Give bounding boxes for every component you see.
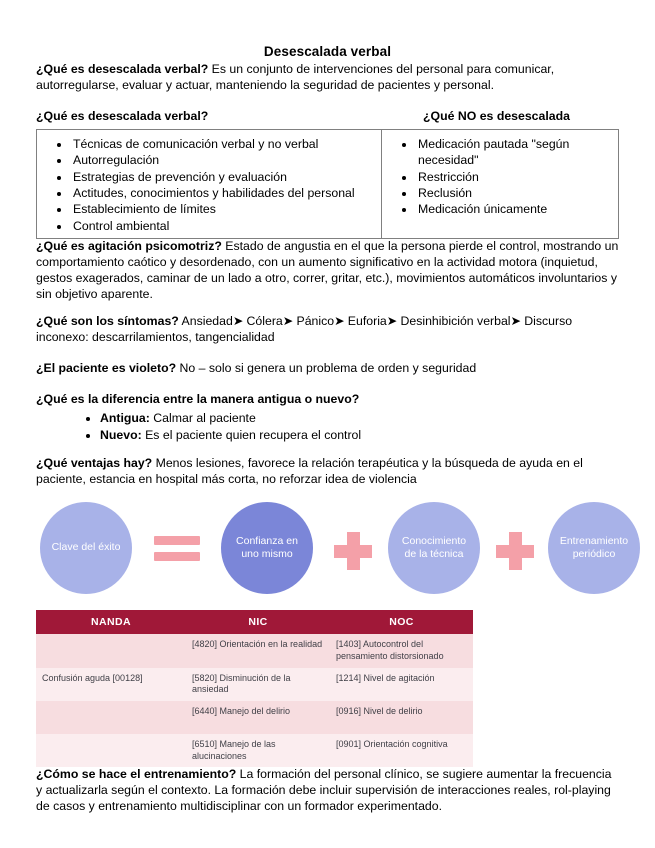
table-body	[36, 634, 473, 767]
cell-nic: [5820] Disminución de la ansiedad	[192, 672, 291, 695]
comparison-right-heading: ¿Qué NO es desescalada	[423, 108, 570, 123]
document-body	[36, 44, 629, 817]
cell-nanda	[36, 634, 186, 667]
list-item: • Medicación únicamente	[416, 201, 614, 217]
cell-nic: [4820] Orientación en la realidad	[192, 639, 323, 650]
table-header-row	[36, 610, 473, 634]
agitacion-paragraph	[36, 239, 619, 303]
sintomas-question: ¿Qué son los síntomas?	[36, 313, 179, 328]
table-row	[36, 668, 473, 701]
comparison-headings	[36, 109, 619, 125]
plus-bar-vertical	[347, 532, 360, 570]
plus-icon	[496, 532, 534, 570]
spacer	[36, 96, 619, 109]
diferencia-text-nuevo: Es el paciente quien recupera el control	[141, 427, 362, 442]
sintomas-paragraph	[36, 314, 619, 346]
page-title: Desescalada verbal	[263, 44, 392, 59]
diagram-circle-clave	[40, 502, 132, 594]
nanda-nic-noc-table	[36, 610, 473, 767]
success-formula-diagram	[36, 502, 629, 594]
spacer	[36, 305, 619, 314]
list-item: • Estrategias de prevención y evaluación	[71, 169, 377, 185]
plus-bar-vertical	[509, 532, 522, 570]
diagram-circle-label: Confianza en uno mismo	[236, 534, 298, 561]
plus-icon	[334, 532, 372, 570]
list-item	[100, 427, 619, 444]
cell-nanda	[36, 701, 186, 734]
intro-answer: Es un conjunto de intervenciones del personal para comunicar, autorregularse, evaluar y actuar, manteniendo la seguridad de pacientes y personal.	[36, 62, 555, 92]
entrenamiento-answer: La formación del personal clínico, se sugiere aumentar la frecuencia y actualizarla según el contexto. La formación debe incluir supervisión de interacciones reales, rol-playing de casos y entrenamiento multidisciplinar con un formador experimentado.	[36, 767, 612, 814]
diferencia-text-antigua: Calmar al paciente	[149, 410, 256, 425]
cell-nic: [6440] Manejo del delirio	[192, 706, 291, 717]
diferencia-label-nuevo: Nuevo:	[100, 427, 142, 442]
table-header	[36, 610, 473, 634]
list-item: • Reclusión	[416, 185, 614, 201]
list-item: • Autorregulación	[71, 152, 377, 168]
spacer	[36, 443, 619, 456]
cell-nanda	[36, 734, 186, 767]
column-header-noc: NOC	[389, 616, 414, 629]
equals-icon	[154, 536, 200, 561]
column-header-nic: NIC	[248, 616, 268, 629]
diagram-circle-label: Conocimiento de la técnica	[401, 534, 467, 561]
entrenamiento-paragraph	[36, 767, 619, 815]
cell-noc: [1214] Nivel de agitación	[336, 672, 435, 683]
diferencia-question-text: ¿Qué es la diferencia entre la manera antigua o nuevo?	[36, 391, 360, 406]
list-item: • Actitudes, conocimientos y habilidades del personal	[71, 185, 377, 201]
list-item: • Restricción	[416, 169, 614, 185]
cell-nanda: Confusión aguda [00128]	[42, 672, 143, 683]
diferencia-label-antigua: Antigua:	[100, 410, 150, 425]
diagram-circle-conocimiento	[388, 502, 480, 594]
ventajas-answer: Menos lesiones, favorece la relación terapéutica y la búsqueda de ayuda en el paciente, estancia en hospital más corta, no reforzar idea de violencia	[36, 456, 583, 487]
comparison-right-cell	[382, 129, 619, 238]
list-item: • Técnicas de comunicación verbal y no verbal	[71, 136, 377, 152]
agitacion-answer: Estado de angustia en el que la persona pierde el control, mostrando un comportamiento caótico y desordenado, con un aumento significativo en la actividad motora (inquietud, gestos exagerados, caminar de un lado a otro, correr, gritar, etc.), movimientos automáticos involuntarios y sin objetivo aparente.	[36, 239, 619, 301]
table-row	[36, 701, 473, 734]
equals-bar-top	[154, 536, 200, 545]
list-item: • Establecimiento de límites	[71, 201, 377, 217]
cell-noc: [1403] Autocontrol del pensamiento distorsionado	[336, 639, 444, 661]
intro-paragraph	[36, 62, 619, 94]
diferencia-question	[36, 392, 619, 408]
comparison-left-heading: ¿Qué es desescalada verbal?	[36, 108, 209, 123]
spacer	[36, 348, 619, 361]
diferencia-list	[36, 410, 619, 443]
sintomas-answer: Ansiedad➤ Cólera➤ Pánico➤ Euforia➤ Desinhibición verbal➤ Discurso inconexo: descarrilamientos, tangencialidad	[36, 313, 573, 344]
comparison-left-list	[41, 136, 377, 234]
violeto-paragraph	[36, 361, 619, 377]
list-item: • Control ambiental	[71, 218, 377, 234]
column-header-nanda: NANDA	[91, 616, 131, 629]
entrenamiento-question: ¿Cómo se hace el entrenamiento?	[36, 767, 237, 782]
violeto-question: ¿El paciente es violeto?	[36, 360, 177, 375]
table-row	[37, 129, 619, 238]
cell-nic: [6510] Manejo de las alucinaciones	[192, 739, 276, 761]
diagram-circle-label: Entrenamiento periódico	[559, 534, 629, 561]
intro-question: ¿Qué es desescalada verbal?	[36, 62, 209, 76]
ventajas-paragraph	[36, 456, 619, 488]
table-row	[36, 634, 473, 667]
equals-bar-bottom	[154, 552, 200, 561]
list-item: • Medicación pautada "según necesidad"	[416, 136, 614, 169]
cell-noc: [0916] Nivel de delirio	[336, 706, 423, 717]
diagram-circle-entrenamiento	[548, 502, 640, 594]
comparison-right-list	[386, 136, 614, 218]
comparison-left-cell	[37, 129, 382, 238]
diagram-circle-confianza	[221, 502, 313, 594]
diagram-circle-label: Clave del éxito	[51, 541, 121, 554]
list-item	[100, 410, 619, 427]
agitacion-question: ¿Qué es agitación psicomotriz?	[36, 239, 222, 254]
ventajas-question: ¿Qué ventajas hay?	[36, 456, 153, 471]
table-row	[36, 734, 473, 767]
violeto-answer: No – solo si genera un problema de orden y seguridad	[176, 360, 477, 375]
cell-noc: [0901] Orientación cognitiva	[336, 739, 448, 750]
spacer	[36, 379, 619, 392]
comparison-table	[36, 129, 619, 239]
